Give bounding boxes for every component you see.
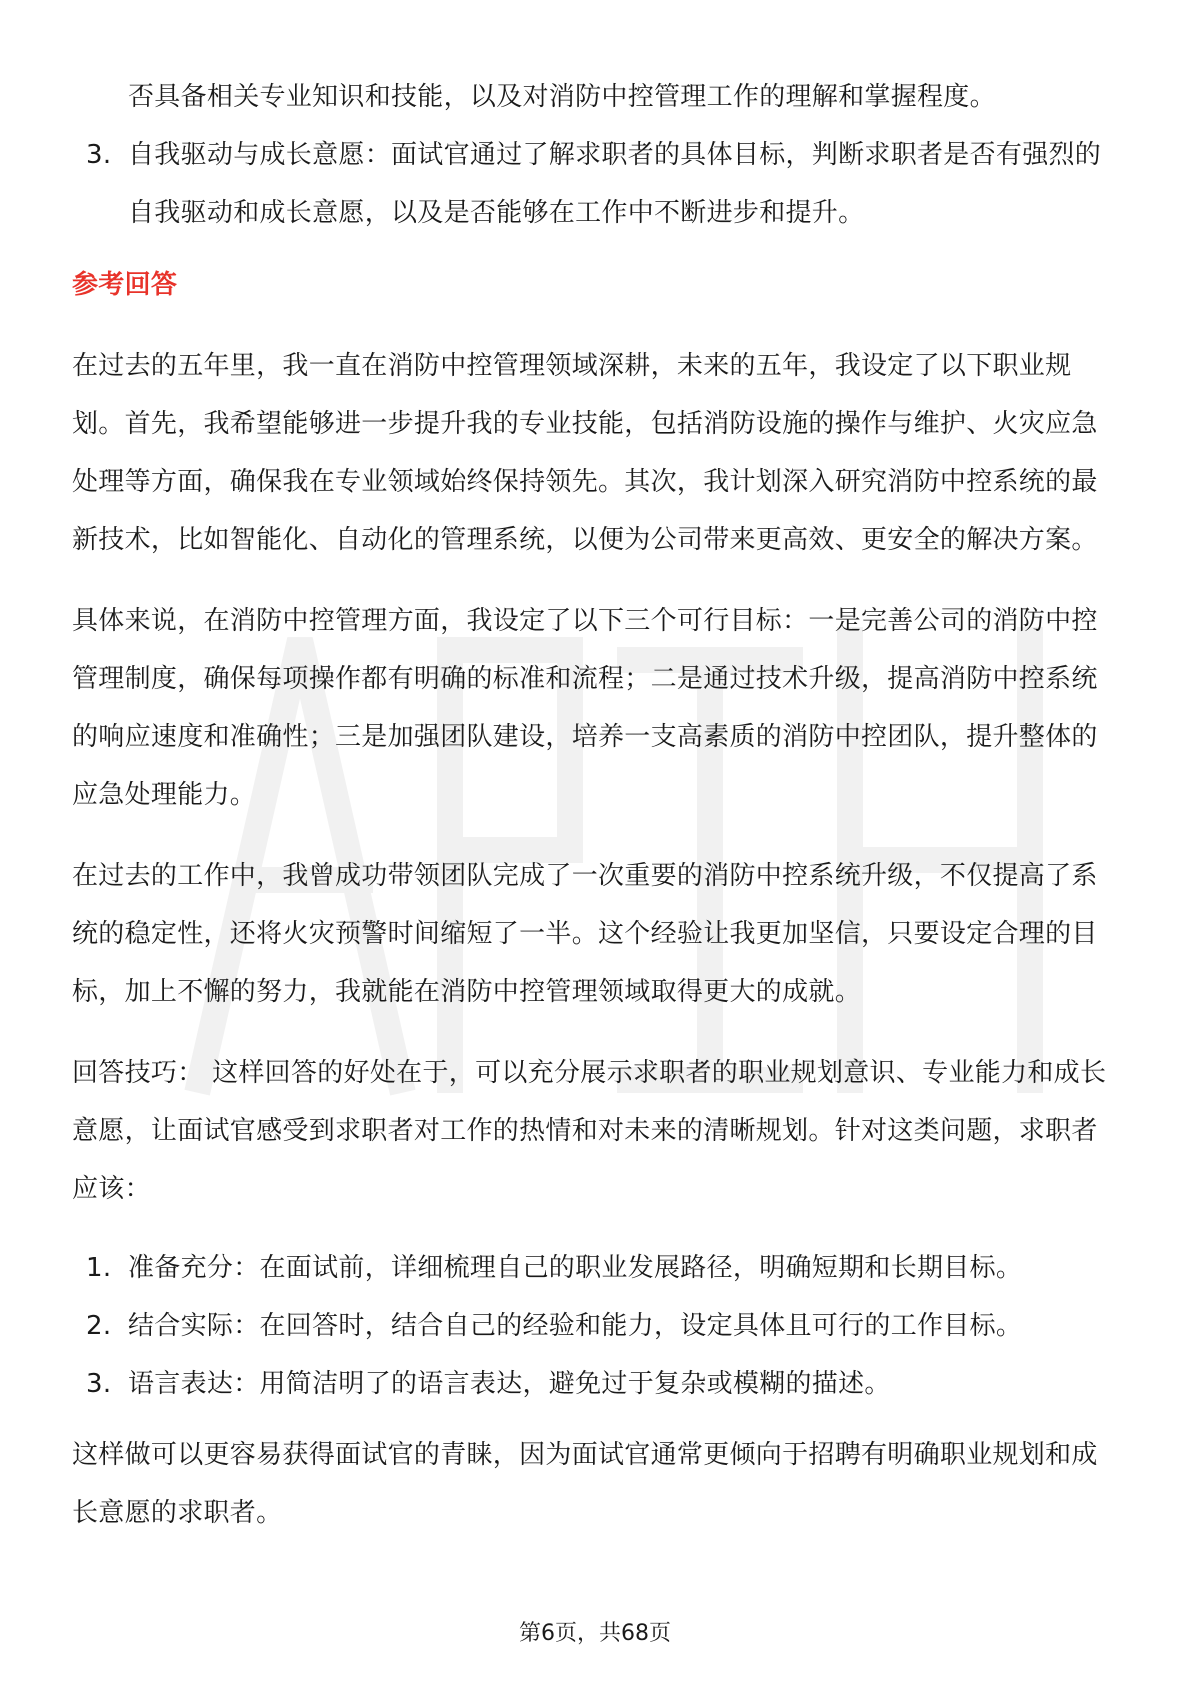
evaluation-points-list <box>72 126 1122 242</box>
list-item <box>72 126 1122 242</box>
tips-list <box>72 1239 1122 1413</box>
page-number-footer: 第6页，共68页 <box>519 1621 671 1646</box>
answer-tips-paragraph: 回答技巧： 这样回答的好处在于，可以充分展示求职者的职业规划意识、专业能力和成长意愿，让面试官感受到求职者对工作的热情和对未来的清晰规划。针对这类问题，求职者应该： <box>72 1058 1107 1204</box>
list-item-number: 3. <box>86 140 112 170</box>
list-item <box>72 1355 1122 1413</box>
section-title: 参考回答 <box>72 270 178 300</box>
answer-paragraph-3: 在过去的工作中，我曾成功带领团队完成了一次重要的消防中控系统升级，不仅提高了系统的稳定性，还将火灾预警时间缩短了一半。这个经验让我更加坚信，只要设定合理的目标，加上不懈的努力，我就能在消防中控管理领域取得更大的成就。 <box>72 861 1098 1007</box>
list-item <box>72 1297 1122 1355</box>
list-item-number: 2. <box>86 1311 112 1341</box>
list-item-number: 1. <box>86 1253 112 1283</box>
list-item-text: 自我驱动与成长意愿：面试官通过了解求职者的具体目标，判断求职者是否有强烈的自我驱动和成长意愿，以及是否能够在工作中不断进步和提升。 <box>128 140 1102 228</box>
list-item-number: 3. <box>86 1369 112 1399</box>
list-item-text: 语言表达：用简洁明了的语言表达，避免过于复杂或模糊的描述。 <box>128 1369 891 1399</box>
answer-paragraph-2: 具体来说，在消防中控管理方面，我设定了以下三个可行目标：一是完善公司的消防中控管理制度，确保每项操作都有明确的标准和流程；二是通过技术升级，提高消防中控系统的响应速度和准确性；三是加强团队建设，培养一支高素质的消防中控团队，提升整体的应急处理能力。 <box>72 606 1098 810</box>
list-item-text: 准备充分：在面试前，详细梳理自己的职业发展路径，明确短期和长期目标。 <box>128 1253 1023 1283</box>
main-content <box>72 68 1122 1542</box>
closing-paragraph: 这样做可以更容易获得面试官的青睐，因为面试官通常更倾向于招聘有明确职业规划和成长意愿的求职者。 <box>72 1440 1098 1528</box>
list-item <box>72 1239 1122 1297</box>
previous-item-continuation: 否具备相关专业知识和技能，以及对消防中控管理工作的理解和掌握程度。 <box>128 82 996 112</box>
list-item-text: 结合实际：在回答时，结合自己的经验和能力，设定具体且可行的工作目标。 <box>128 1311 1023 1341</box>
answer-paragraph-1: 在过去的五年里，我一直在消防中控管理领域深耕，未来的五年，我设定了以下职业规划。首先，我希望能够进一步提升我的专业技能，包括消防设施的操作与维护、火灾应急处理等方面，确保我在专业领域始终保持领先。其次，我计划深入研究消防中控系统的最新技术，比如智能化、自动化的管理系统，以便为公司带来更高效、更安全的解决方案。 <box>72 351 1098 555</box>
